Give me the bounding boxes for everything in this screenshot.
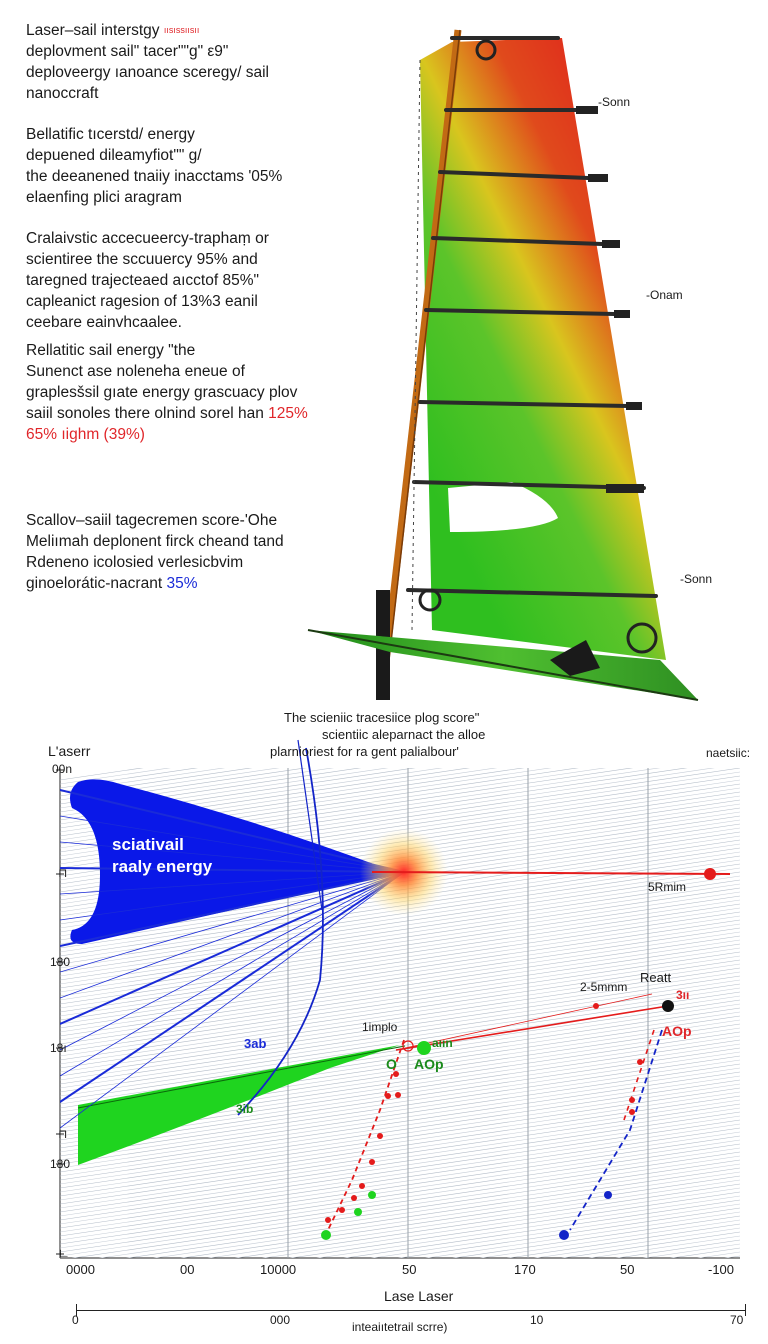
- paragraph-2-line-2: depuened dileamyfiot"" g/: [26, 147, 202, 164]
- paragraph-2-line-3: the deeanened tnaiiy inacctams '05%: [26, 168, 283, 185]
- scatter-point: [395, 1092, 401, 1098]
- scatter-point: [351, 1195, 357, 1201]
- paragraph-3-line-2: scientiree the sccuuercy 95% and: [26, 251, 258, 268]
- y-tick-label-7: ∟: [58, 1246, 70, 1260]
- y-tick-label-5: ⊓: [58, 1127, 68, 1141]
- hatch-line: [60, 956, 740, 1056]
- paragraph-4: [26, 340, 326, 445]
- hatch-line: [60, 1148, 740, 1248]
- hatch-line: [60, 1184, 740, 1284]
- scatter-point: [359, 1183, 365, 1189]
- paragraph-4-red-line: 65% ıighm (39%): [26, 426, 145, 443]
- scatter-point: [629, 1109, 635, 1115]
- y-tick-label-3: 180: [50, 955, 71, 969]
- scatter-point: [369, 1159, 375, 1165]
- paragraph-1-line-2: deplovment sail" tacer""g" ε9": [26, 43, 229, 60]
- paragraph-5-line-3: Rdeneno icolosied verlesicbvim: [26, 554, 244, 571]
- paragraph-1-line-1: Laser–sail interstgy: [26, 22, 160, 39]
- annotation-fault: Reatt: [640, 970, 672, 985]
- scatter-point: [354, 1208, 362, 1216]
- hatch-line: [60, 1172, 740, 1272]
- paragraph-3-line-3: taregned trajecteaed aıcctof 85%": [26, 272, 259, 289]
- paragraph-4-line-1: Rellatitic sail energy "the: [26, 342, 196, 359]
- beam-label-line-2: raaly energy: [112, 857, 213, 876]
- paragraph-5-blue-value: 35%: [166, 575, 198, 592]
- scatter-point: [339, 1207, 345, 1213]
- hatch-line: [60, 1168, 740, 1268]
- hatch-line: [60, 1152, 740, 1252]
- y-tick-label-4: 18ı: [50, 1041, 67, 1055]
- hatch-line: [60, 1156, 740, 1256]
- hatch-line: [60, 1164, 740, 1264]
- hatch-line: [60, 924, 740, 1024]
- hatch-line: [60, 1232, 740, 1332]
- bottom-scale-right-tick: [745, 1304, 746, 1316]
- scatter-point: [377, 1133, 383, 1139]
- paragraph-3-line-4: capleanict ragesion of 13%3 eanil: [26, 293, 258, 310]
- x-tick-label-7: -100: [708, 1262, 735, 1277]
- annotation-aod-right: AOp: [662, 1023, 692, 1039]
- hatch-line: [60, 988, 740, 1088]
- target-marker: [662, 1000, 674, 1012]
- x-tick-label-6: 50: [620, 1262, 635, 1277]
- paragraph-1-tag: ıısıssıısıı: [163, 25, 200, 35]
- hatch-line: [60, 972, 740, 1072]
- paragraph-3-line-1: Cralaivstic accecueercy-traphaṃ or: [26, 230, 269, 247]
- hatch-line: [60, 1132, 740, 1232]
- x-tick-label-1: 0000: [66, 1262, 95, 1277]
- hatch-line: [60, 992, 740, 1092]
- annotation-small-green: 3ib: [236, 1102, 254, 1116]
- hatch-line: [60, 1176, 740, 1276]
- hatch-line: [60, 932, 740, 1032]
- hatch-line: [60, 1136, 740, 1236]
- hatch-line: [60, 1200, 740, 1300]
- annotation-left-blue: 3ab: [244, 1036, 267, 1051]
- bottom-tick-label-1: 0: [72, 1313, 79, 1327]
- hatch-line: [60, 1224, 740, 1324]
- paragraph-1-line-4: nanoccraft: [26, 85, 99, 102]
- x-tick-label-3: 10000: [260, 1262, 297, 1277]
- hatch-line: [60, 952, 740, 1052]
- scatter-point: [637, 1059, 643, 1065]
- paragraph-2: [26, 124, 326, 208]
- paragraph-3-line-5: ceebare eainvhcaalee.: [26, 314, 182, 331]
- sail-dimension-label-2: -Onam: [646, 288, 683, 302]
- beam-label-line-1: sciativail: [112, 835, 184, 854]
- x-tick-label-2: 00: [180, 1262, 195, 1277]
- hatch-line: [60, 940, 740, 1040]
- sail-dimension-label-3: -Sonn: [680, 572, 713, 586]
- bottom-tick-label-2: 000: [270, 1313, 291, 1327]
- scatter-point: [321, 1230, 331, 1240]
- paragraph-4-line-2: Sunenct ase noleneha eneue of: [26, 363, 245, 380]
- hatch-line: [60, 936, 740, 1036]
- y-tick-label-6: 180: [50, 1157, 71, 1171]
- hatch-line: [60, 1180, 740, 1280]
- hatch-line: [60, 916, 740, 1016]
- annotation-aod-mid: AOp: [414, 1056, 444, 1072]
- hatch-line: [60, 1192, 740, 1292]
- red-beam-endpoint: [704, 868, 716, 880]
- plot-top-right-label: naetsiic:: [706, 746, 751, 760]
- paragraph-2-line-1: Bellatific tıcerstd/ energy: [26, 126, 195, 143]
- scatter-point: [385, 1093, 391, 1099]
- plot-title-line-1: The scieniic tracesiice plog score": [284, 710, 480, 725]
- hatch-line: [60, 1188, 740, 1288]
- scatter-point: [559, 1230, 569, 1240]
- bottom-scale-bar: [76, 1310, 746, 1311]
- hatch-line: [60, 1120, 740, 1220]
- bottom-tick-label-4: 70: [730, 1313, 744, 1327]
- scatter-point: [629, 1097, 635, 1103]
- y-tick-label-1: 00n: [52, 762, 73, 776]
- paragraph-5-line-2: Meliımah deplonent firck cheand tand: [26, 533, 284, 550]
- hatch-line: [60, 1124, 740, 1224]
- scatter-point: [593, 1003, 599, 1009]
- annotation-red-small: 3ıı: [676, 988, 690, 1002]
- sail-dimension-label-1: -Sonn: [598, 95, 631, 109]
- hatch-line: [60, 1128, 740, 1228]
- paragraph-4-red-value: 125%: [268, 405, 308, 422]
- annotation-far-right: 5Rmim: [648, 880, 686, 894]
- hatch-line: [60, 1144, 740, 1244]
- bottom-tick-label-3: 10: [530, 1313, 544, 1327]
- bottom-axis-label: inteaiıtetrail scrre): [352, 1320, 448, 1334]
- hatch-line: [60, 1196, 740, 1296]
- hatch-line: [60, 1228, 740, 1328]
- paragraph-1-line-3: deploveergy ıanoance sceregy/ sail: [26, 64, 269, 81]
- y-tick-label-2: ⊓: [58, 866, 68, 880]
- plot-title-line-2: scientiic aleparnact the alloe: [322, 727, 486, 742]
- hatch-line: [60, 1160, 740, 1260]
- sail-illustration: [300, 20, 768, 710]
- hatch-line: [60, 920, 740, 1020]
- paragraph-4-line-3: graplesšsil gıate energy grascuacy plov: [26, 384, 298, 401]
- annotation-num-mid: 1implo: [362, 1020, 398, 1034]
- x-tick-label-5: 170: [514, 1262, 536, 1277]
- plot-title-line-3: plarnioriest for ra gent palialbour': [270, 744, 459, 759]
- hatch-line: [60, 944, 740, 1044]
- paragraph-1: [26, 20, 326, 104]
- plot-top-left-label: L'aserr: [48, 743, 91, 759]
- scatter-point: [368, 1191, 376, 1199]
- paragraph-5-line-4: ginoelorátic-nacrant: [26, 575, 167, 592]
- paragraph-2-line-4: elaenfing plici aragram: [26, 189, 182, 206]
- annotation-green-small: aıın: [432, 1036, 453, 1050]
- hatch-line: [60, 1140, 740, 1240]
- x-tick-label-4: 50: [402, 1262, 417, 1277]
- beam-label: [112, 834, 212, 878]
- sail-body: [420, 38, 666, 660]
- x-axis-label: Lase Laser: [384, 1288, 454, 1304]
- annotation-mid-right: 2-5mmm: [580, 980, 628, 994]
- annotation-o-mid: O: [386, 1056, 397, 1072]
- paragraph-3: [26, 228, 326, 333]
- hatch-line: [60, 980, 740, 1080]
- paragraph-4-line-4: saiil sonoles there olnind sorel han: [26, 405, 269, 422]
- paragraph-5-line-1: Scallov–saiil tagecremen score-'Ohe: [26, 512, 278, 529]
- paragraph-5: [26, 510, 326, 594]
- scatter-point: [604, 1191, 612, 1199]
- scatter-point: [325, 1217, 331, 1223]
- hatch-line: [60, 1220, 740, 1320]
- hatch-line: [60, 1004, 740, 1104]
